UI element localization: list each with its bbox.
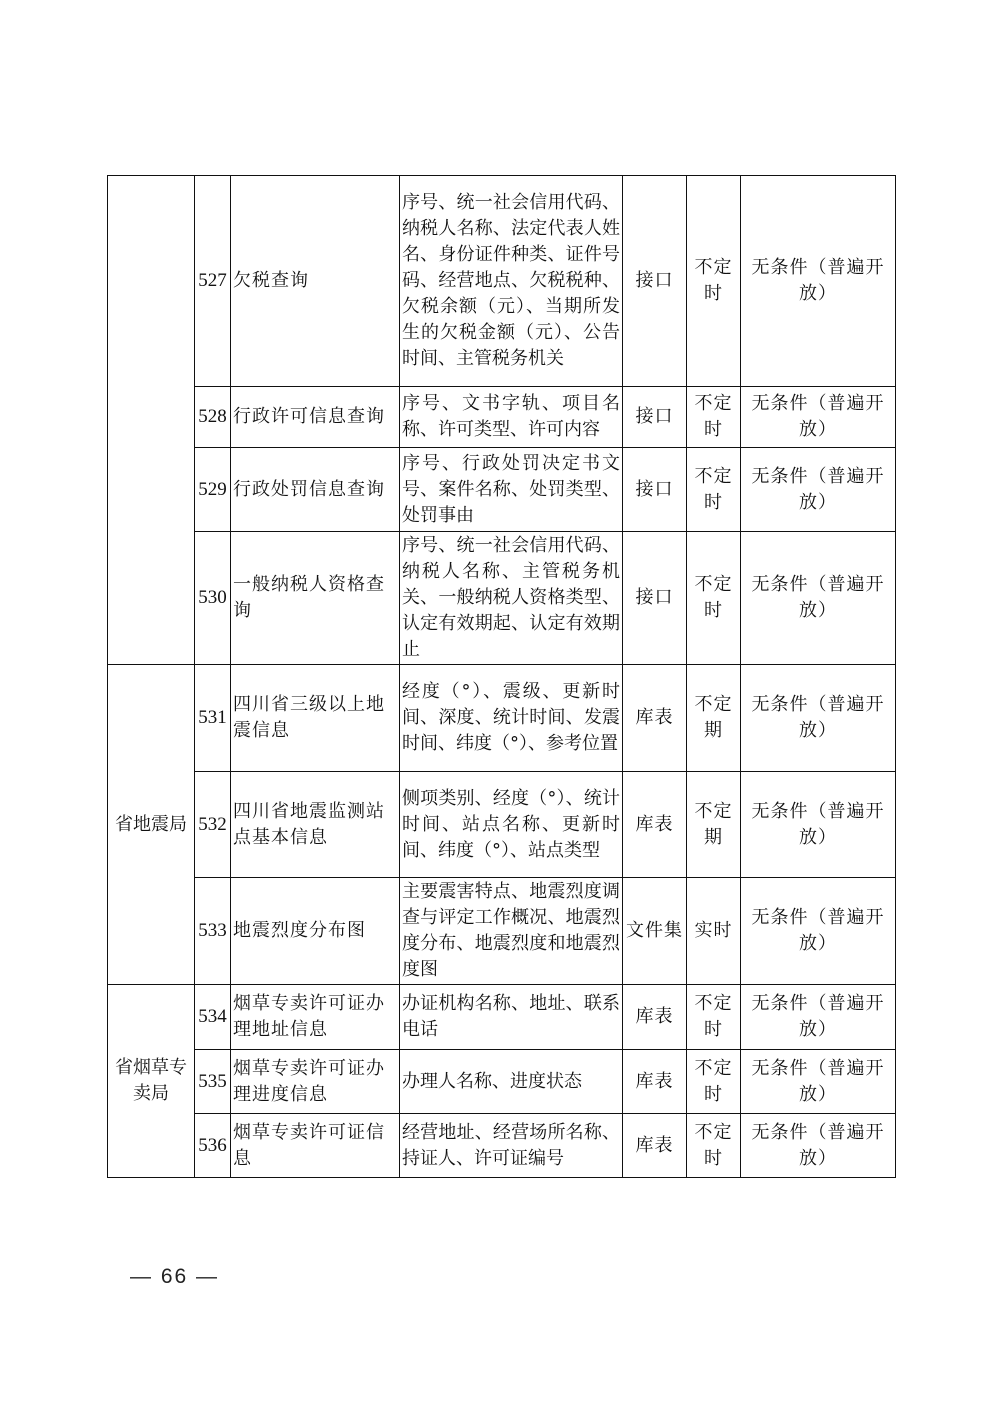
share-type: 库表	[623, 1050, 687, 1114]
open-condition: 无条件（普遍开放）	[741, 985, 896, 1050]
table-row	[108, 1050, 896, 1114]
department-cell: 省烟草专卖局	[108, 985, 195, 1178]
data-catalog-table	[107, 175, 896, 1178]
data-fields: 序号、行政处罚决定书文号、案件名称、处罚类型、处罚事由	[400, 448, 623, 532]
page-number: — 66 —	[130, 1265, 220, 1288]
update-frequency: 不定时	[687, 387, 741, 448]
data-fields: 序号、统一社会信用代码、纳税人名称、法定代表人姓名、身份证件种类、证件号码、经营地点、欠税税种、欠税余额（元）、当期所发生的欠税金额（元）、公告时间、主管税务机关	[400, 176, 623, 387]
data-fields: 经营地址、经营场所名称、持证人、许可证编号	[400, 1114, 623, 1178]
catalog-name: 欠税查询	[231, 176, 400, 387]
table-row	[108, 176, 896, 387]
update-frequency: 不定时	[687, 985, 741, 1050]
open-condition: 无条件（普遍开放）	[741, 1114, 896, 1178]
open-condition: 无条件（普遍开放）	[741, 387, 896, 448]
open-condition: 无条件（普遍开放）	[741, 1050, 896, 1114]
row-number: 528	[195, 387, 231, 448]
share-type: 库表	[623, 985, 687, 1050]
row-number: 534	[195, 985, 231, 1050]
catalog-name: 烟草专卖许可证办理地址信息	[231, 985, 400, 1050]
update-frequency: 不定时	[687, 448, 741, 532]
catalog-name: 行政许可信息查询	[231, 387, 400, 448]
open-condition: 无条件（普遍开放）	[741, 448, 896, 532]
update-frequency: 实时	[687, 878, 741, 985]
row-number: 527	[195, 176, 231, 387]
table-row	[108, 878, 896, 985]
department-cell	[108, 176, 195, 665]
open-condition: 无条件（普遍开放）	[741, 878, 896, 985]
data-fields: 办理人名称、进度状态	[400, 1050, 623, 1114]
data-fields: 序号、统一社会信用代码、纳税人名称、主管税务机关、一般纳税人资格类型、认定有效期起、认定有效期止	[400, 532, 623, 665]
share-type: 库表	[623, 772, 687, 878]
row-number: 536	[195, 1114, 231, 1178]
update-frequency: 不定时	[687, 1050, 741, 1114]
row-number: 535	[195, 1050, 231, 1114]
share-type: 库表	[623, 665, 687, 772]
table-row	[108, 532, 896, 665]
open-condition: 无条件（普遍开放）	[741, 176, 896, 387]
open-condition: 无条件（普遍开放）	[741, 665, 896, 772]
share-type: 接口	[623, 176, 687, 387]
share-type: 库表	[623, 1114, 687, 1178]
catalog-name: 一般纳税人资格查询	[231, 532, 400, 665]
row-number: 530	[195, 532, 231, 665]
row-number: 531	[195, 665, 231, 772]
row-number: 529	[195, 448, 231, 532]
update-frequency: 不定时	[687, 176, 741, 387]
share-type: 接口	[623, 448, 687, 532]
catalog-name: 地震烈度分布图	[231, 878, 400, 985]
row-number: 532	[195, 772, 231, 878]
update-frequency: 不定期	[687, 665, 741, 772]
table-row	[108, 448, 896, 532]
catalog-name: 四川省三级以上地震信息	[231, 665, 400, 772]
data-fields: 序号、文书字轨、项目名称、许可类型、许可内容	[400, 387, 623, 448]
share-type: 文件集	[623, 878, 687, 985]
catalog-name: 烟草专卖许可证信息	[231, 1114, 400, 1178]
catalog-name: 四川省地震监测站点基本信息	[231, 772, 400, 878]
update-frequency: 不定期	[687, 772, 741, 878]
data-fields: 办证机构名称、地址、联系电话	[400, 985, 623, 1050]
share-type: 接口	[623, 532, 687, 665]
table-row	[108, 985, 896, 1050]
open-condition: 无条件（普遍开放）	[741, 532, 896, 665]
catalog-name: 烟草专卖许可证办理进度信息	[231, 1050, 400, 1114]
data-fields: 主要震害特点、地震烈度调查与评定工作概况、地震烈度分布、地震烈度和地震烈度图	[400, 878, 623, 985]
share-type: 接口	[623, 387, 687, 448]
update-frequency: 不定时	[687, 532, 741, 665]
open-condition: 无条件（普遍开放）	[741, 772, 896, 878]
department-cell: 省地震局	[108, 665, 195, 985]
row-number: 533	[195, 878, 231, 985]
catalog-name: 行政处罚信息查询	[231, 448, 400, 532]
update-frequency: 不定时	[687, 1114, 741, 1178]
table-row	[108, 1114, 896, 1178]
table-row	[108, 665, 896, 772]
data-fields: 经度（°）、震级、更新时间、深度、统计时间、发震时间、纬度（°）、参考位置	[400, 665, 623, 772]
data-fields: 侧项类别、经度（°）、统计时间、站点名称、更新时间、纬度（°）、站点类型	[400, 772, 623, 878]
table-row	[108, 387, 896, 448]
table-row	[108, 772, 896, 878]
